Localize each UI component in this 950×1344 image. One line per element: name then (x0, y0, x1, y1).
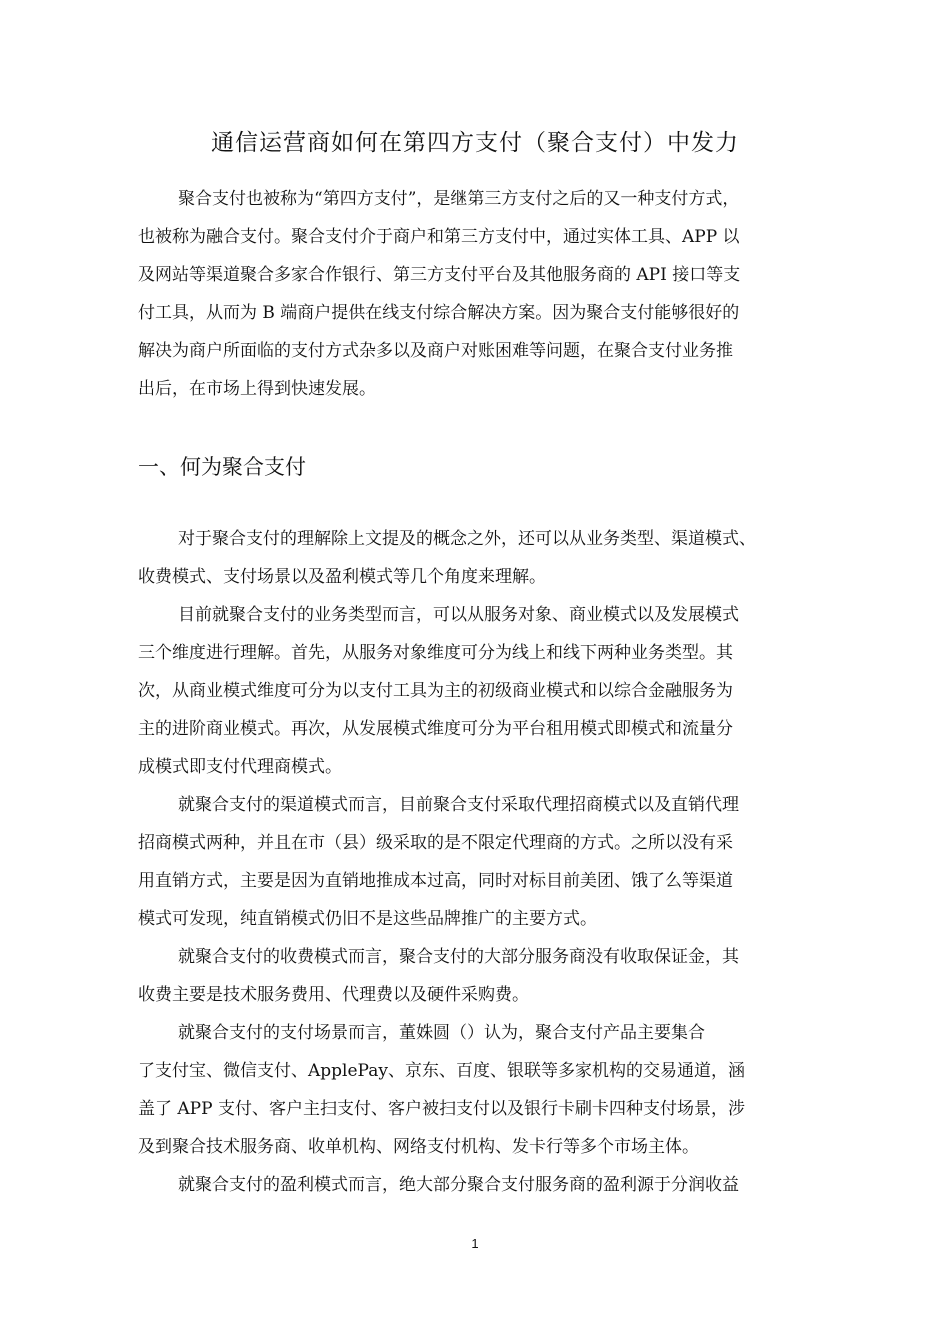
section-line: 对于聚合支付的理解除上文提及的概念之外，还可以从业务类型、渠道模式、 (178, 529, 756, 549)
section-line: 就聚合支付的渠道模式而言，目前聚合支付采取代理招商模式以及直销代理 (178, 795, 739, 815)
intro-line: 也被称为融合支付。聚合支付介于商户和第三方支付中，通过实体工具、APP 以 (138, 227, 740, 247)
section-line: 收费主要是技术服务费用、代理费以及硬件采购费。 (138, 985, 529, 1005)
page-number: 1 (471, 1236, 479, 1251)
intro-line: 解决为商户所面临的支付方式杂多以及商户对账困难等问题，在聚合支付业务推 (138, 341, 733, 361)
section-line: 目前就聚合支付的业务类型而言，可以从服务对象、商业模式以及发展模式 (178, 605, 739, 625)
intro-line: 出后，在市场上得到快速发展。 (138, 379, 376, 399)
intro-line: 聚合支付也被称为“第四方支付”，是继第三方支付之后的又一种支付方式， (178, 189, 740, 209)
section-line: 就聚合支付的支付场景而言，董姝圆（）认为，聚合支付产品主要集合 (178, 1023, 705, 1043)
section-line: 就聚合支付的收费模式而言，聚合支付的大部分服务商没有收取保证金，其 (178, 947, 739, 967)
intro-line: 付工具，从而为 B 端商户提供在线支付综合解决方案。因为聚合支付能够很好的 (138, 303, 740, 323)
section-line: 三个维度进行理解。首先，从服务对象维度可分为线上和线下两种业务类型。其 (138, 643, 733, 663)
intro-line: 及网站等渠道聚合多家合作银行、第三方支付平台及其他服务商的 API 接口等支 (138, 265, 741, 285)
section-line: 招商模式两种，并且在市（县）级采取的是不限定代理商的方式。之所以没有采 (138, 833, 733, 853)
section-line: 就聚合支付的盈利模式而言，绝大部分聚合支付服务商的盈利源于分润收益 (178, 1175, 739, 1195)
section-line: 主的进阶商业模式。再次，从发展模式维度可分为平台租用模式即模式和流量分 (138, 719, 733, 739)
section-line: 用直销方式，主要是因为直销地推成本过高，同时对标目前美团、饿了么等渠道 (138, 871, 733, 891)
document-title: 通信运营商如何在第四方支付（聚合支付）中发力 (211, 130, 739, 156)
section-line: 及到聚合技术服务商、收单机构、网络支付机构、发卡行等多个市场主体。 (138, 1137, 699, 1157)
section-heading: 一、何为聚合支付 (138, 455, 306, 479)
section-line: 次，从商业模式维度可分为以支付工具为主的初级商业模式和以综合金融服务为 (138, 681, 733, 701)
section-line: 了支付宝、微信支付、ApplePay、京东、百度、银联等多家机构的交易通道，涵 (138, 1061, 745, 1081)
section-line: 收费模式、支付场景以及盈利模式等几个角度来理解。 (138, 567, 546, 587)
section-line: 模式可发现，纯直销模式仍旧不是这些品牌推广的主要方式。 (138, 909, 597, 929)
section-line: 成模式即支付代理商模式。 (138, 757, 342, 777)
section-line: 盖了 APP 支付、客户主扫支付、客户被扫支付以及银行卡刷卡四种支付场景，涉 (138, 1099, 745, 1119)
